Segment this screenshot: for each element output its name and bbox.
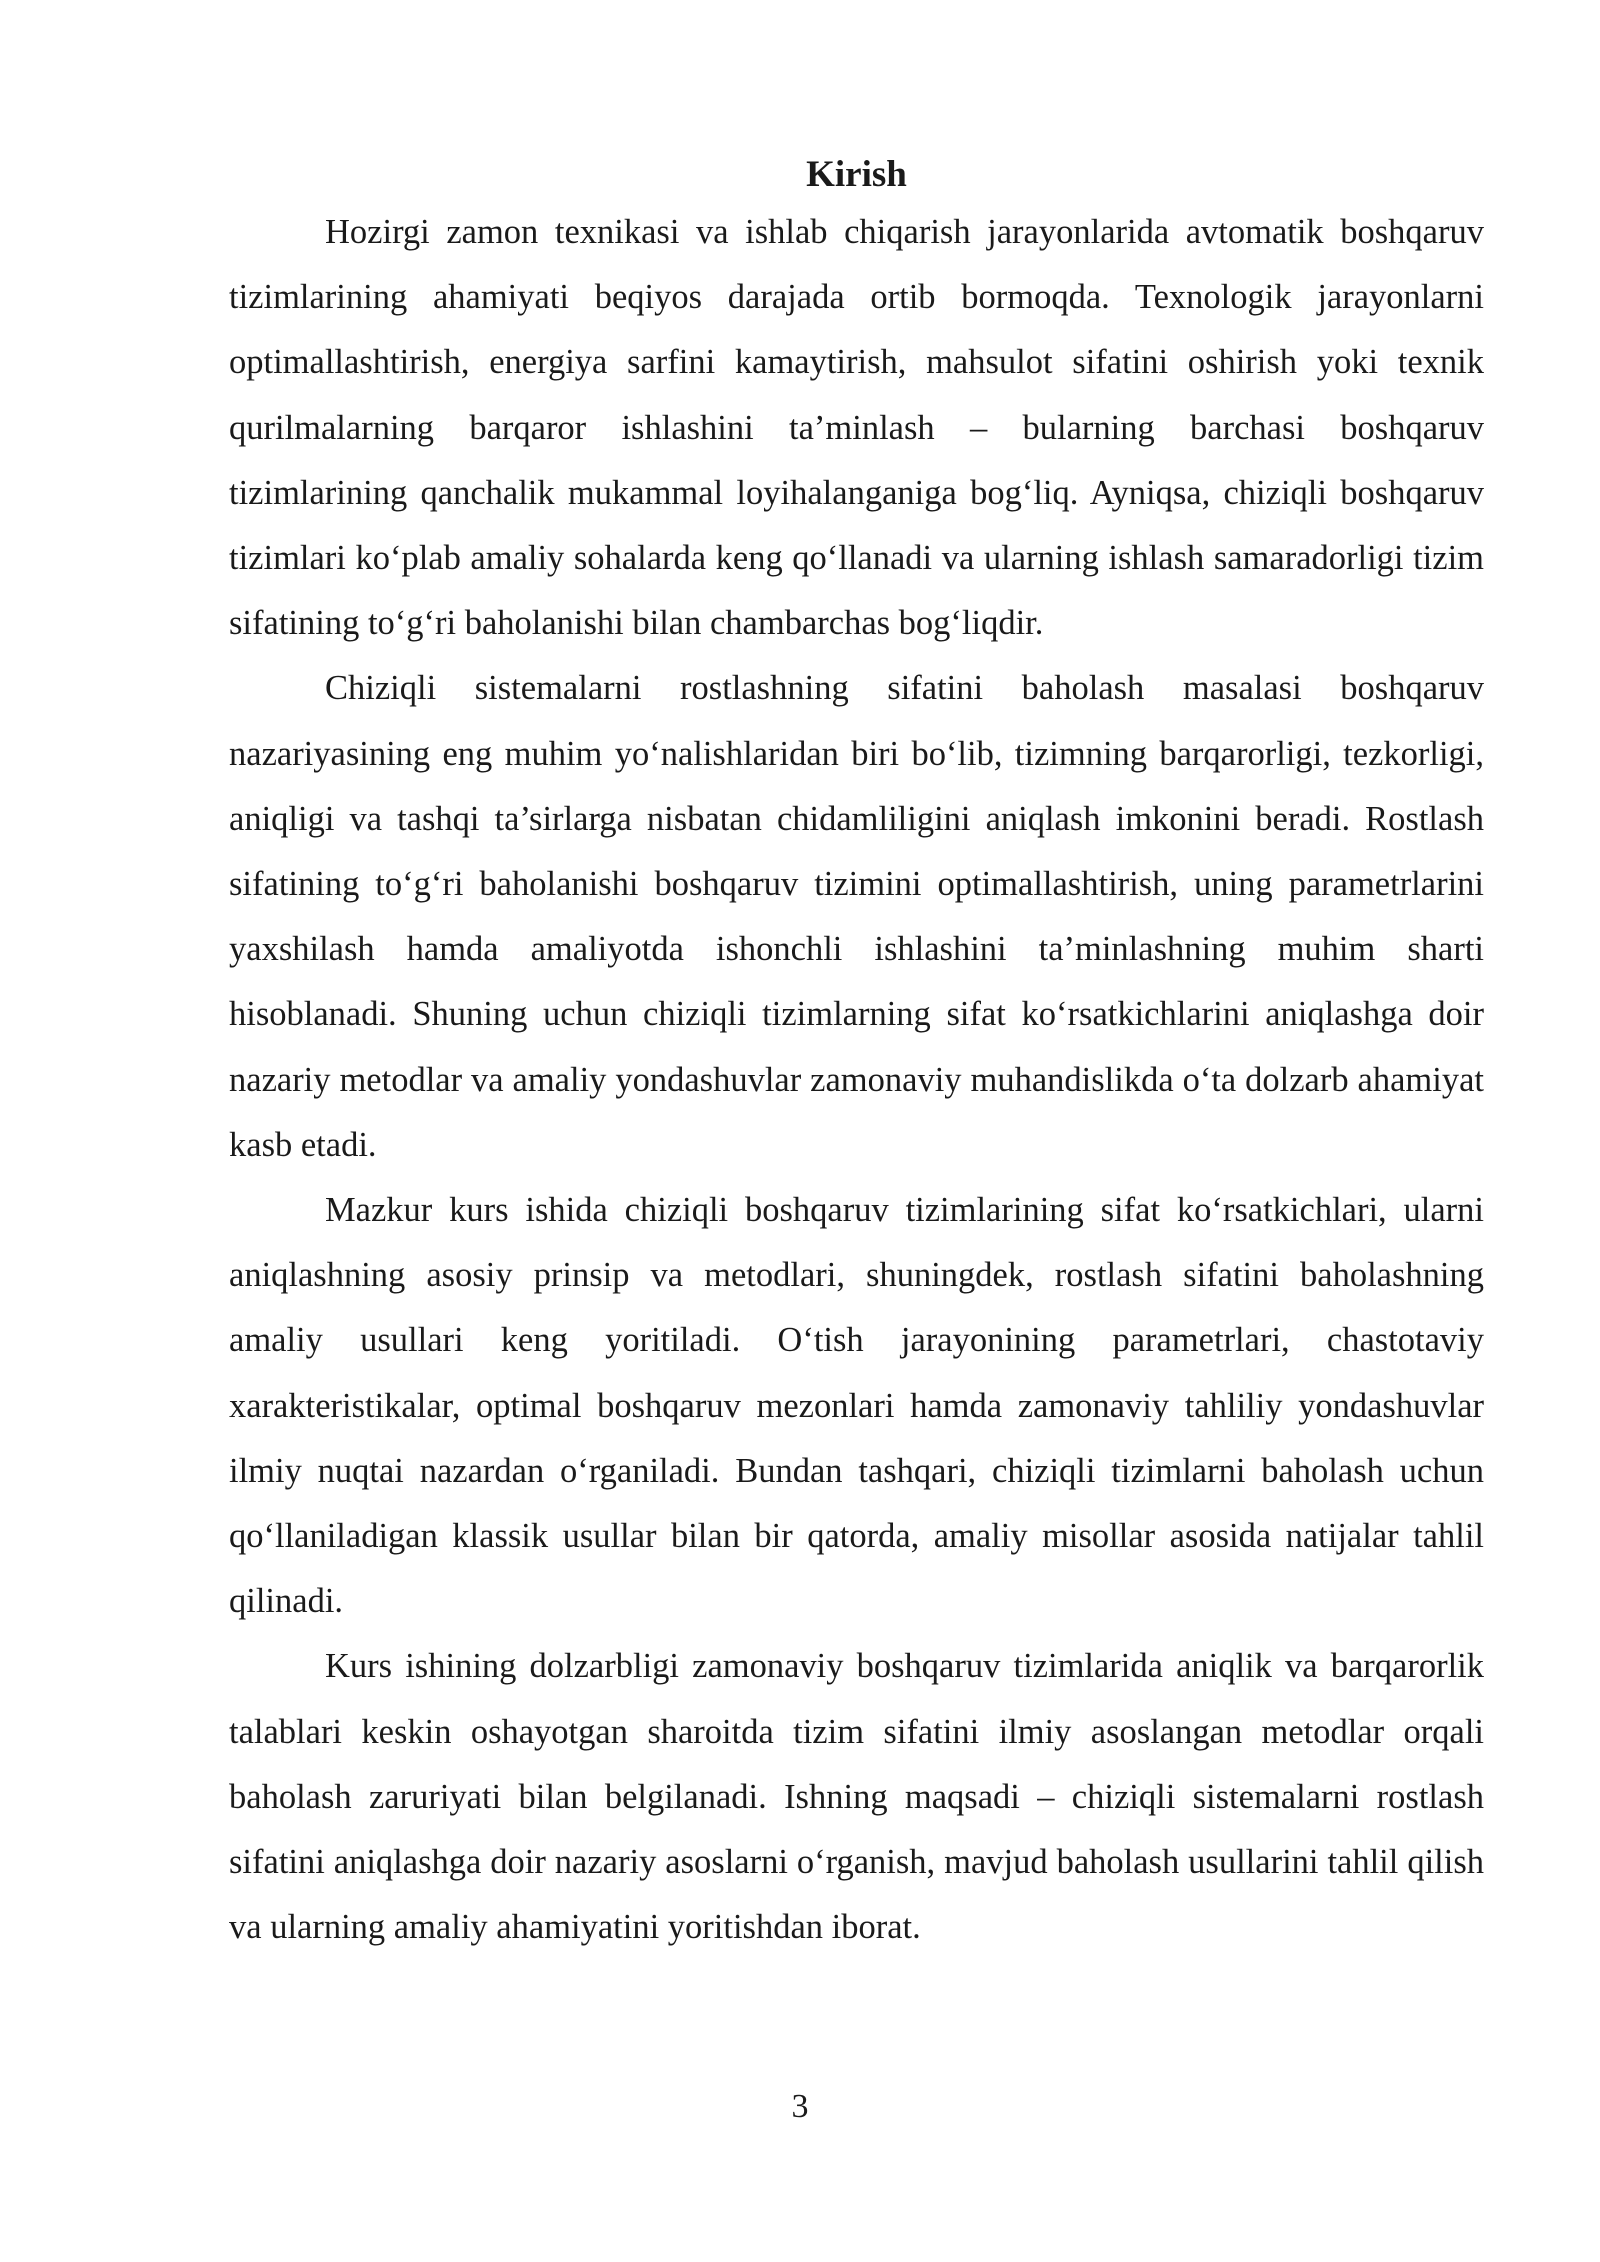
paragraph-4: Kurs ishining dolzarbligi zamonaviy boshqaruv tizimlarida aniqlik va barqarorlik talablari keskin oshayotgan sharoitda tizim sifatini ilmiy asoslangan metodlar orqali baholash zaruriyati bilan belgilanadi. Ishning maqsadi – chiziqli sistemalarni rostlash sifatini aniqlashga doir nazariy asoslarni o‘rganish, mavjud baholash usullarini tahlil qilish va ularning amaliy ahamiyatini yoritishdan iborat. [229,1647,1484,1947]
page-number: 3 [791,2088,809,2125]
paragraph-2: Chiziqli sistemalarni rostlashning sifatini baholash masalasi boshqaruv nazariyasining eng muhim yo‘nalishlaridan biri bo‘lib, tizimning barqarorligi, tezkorligi, aniqligi va tashqi ta’sirlarga nisbatan chidamliligini aniqlash imkonini beradi. Rostlash sifatining to‘g‘ri baholanishi boshqaruv tizimini optimallashtirish, uning parametrlarini yaxshilash hamda amaliyotda ishonchli ishlashini ta’minlashning muhim sharti hisoblanadi. Shuning uchun chiziqli tizimlarning sifat ko‘rsatkichlarini aniqlashga doir nazariy metodlar va amaliy yondashuvlar zamonaviy muhandislikda o‘ta dolzarb ahamiyat kasb etadi. [229,669,1484,1164]
page-content [229,150,1484,1960]
paragraph-1: Hozirgi zamon texnikasi va ishlab chiqarish jarayonlarida avtomatik boshqaruv tizimlarining ahamiyati beqiyos darajada ortib bormoqda. Texnologik jarayonlarni optimallashtirish, energiya sarfini kamaytirish, mahsulot sifatini oshirish yoki texnik qurilmalarning barqaror ishlashini ta’minlash – bularning barchasi boshqaruv tizimlarining qanchalik mukammal loyihalanganiga bog‘liq. Ayniqsa, chiziqli boshqaruv tizimlari ko‘plab amaliy sohalarda keng qo‘llanadi va ularning ishlash samaradorligi tizim sifatining to‘g‘ri baholanishi bilan chambarchas bog‘liqdir. [229,213,1484,643]
section-title: Kirish [806,154,907,195]
paragraph-3: Mazkur kurs ishida chiziqli boshqaruv tizimlarining sifat ko‘rsatkichlari, ularni aniqlashning asosiy prinsip va metodlari, shuningdek, rostlash sifatini baholashning amaliy usullari keng yoritiladi. O‘tish jarayonining parametrlari, chastotaviy xarakteristikalar, optimal boshqaruv mezonlari hamda zamonaviy tahliliy yondashuvlar ilmiy nuqtai nazardan o‘rganiladi. Bundan tashqari, chiziqli tizimlarni baholash uchun qo‘llaniladigan klassik usullar bilan bir qatorda, amaliy misollar asosida natijalar tahlil qilinadi. [229,1191,1484,1621]
